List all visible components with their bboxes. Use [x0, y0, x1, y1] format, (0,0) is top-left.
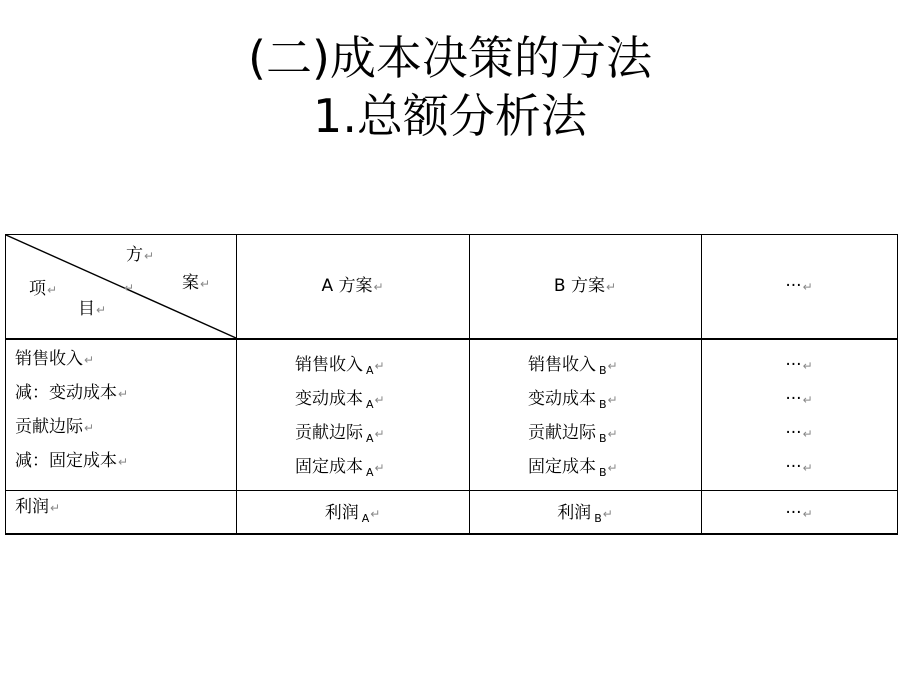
plan-a-contribution: 贡献边际 $_A$↵ [295, 423, 385, 445]
header-plan-b: B 方案↵ [553, 276, 617, 296]
title-line-1: (二)成本决策的方法 [248, 31, 652, 85]
row-label-variable-cost: 减：变动成本↵ [15, 383, 129, 403]
more-cell-1: ···↵ [785, 355, 813, 375]
row-label-fixed-cost: 减：固定成本↵ [15, 451, 129, 471]
row-label-profit: 利润↵ [15, 497, 61, 517]
corner-label-bottom: 目↵ [78, 299, 107, 319]
plan-b-variable-cost: 变动成本 $_B$↵ [528, 389, 618, 411]
plan-a-profit: 利润 $_A$↵ [324, 503, 381, 525]
plan-a-fixed-cost: 固定成本 $_A$↵ [295, 457, 385, 479]
plan-a-sales: 销售收入 $_A$↵ [295, 355, 385, 377]
table-border-right [897, 234, 898, 535]
row-label-contribution: 贡献边际↵ [15, 417, 95, 437]
more-cell-4: ···↵ [785, 457, 813, 477]
title-line-2: 1.总额分析法 [313, 89, 587, 143]
corner-label-left: 项↵ [29, 279, 58, 299]
header-plan-a: A 方案↵ [321, 276, 384, 296]
plan-b-contribution: 贡献边际 $_B$↵ [528, 423, 618, 445]
table-border-bottom [5, 533, 898, 535]
more-profit: ···↵ [785, 503, 813, 523]
row-label-sales: 销售收入↵ [15, 349, 95, 369]
corner-mark: ↵ [124, 281, 135, 295]
more-cell-2: ···↵ [785, 389, 813, 409]
plan-b-profit: 利润 $_B$↵ [557, 503, 613, 525]
analysis-table [5, 234, 898, 535]
plan-a-variable-cost: 变动成本 $_A$↵ [295, 389, 385, 411]
plan-b-fixed-cost: 固定成本 $_B$↵ [528, 457, 618, 479]
more-cell-3: ···↵ [785, 423, 813, 443]
plan-b-sales: 销售收入 $_B$↵ [528, 355, 618, 377]
table-profit-divider [5, 490, 898, 491]
corner-label-top: 方↵ [126, 245, 155, 265]
header-more: ···↵ [785, 276, 813, 296]
corner-label-right: 案↵ [182, 273, 211, 293]
